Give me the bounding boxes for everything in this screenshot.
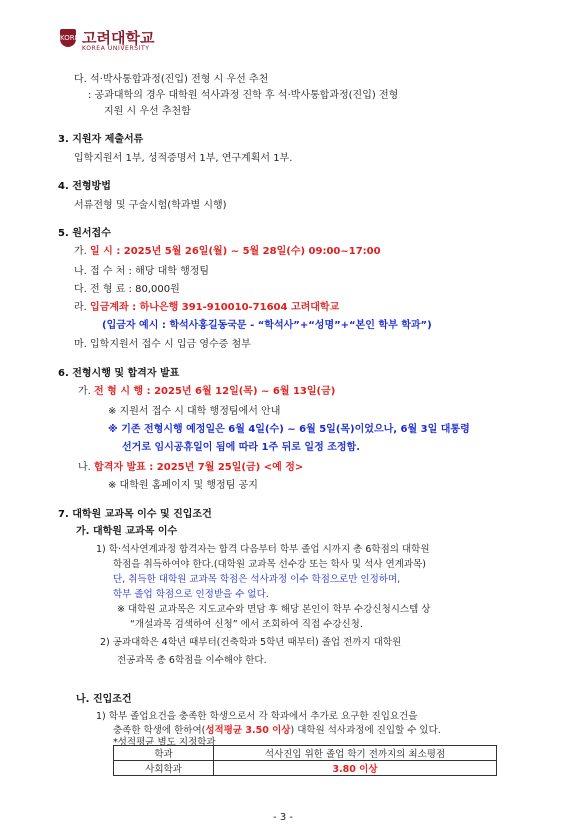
section-6-note4: ※ 대학원 홈페이지 및 행정팀 공지 bbox=[108, 480, 258, 491]
table-header-gpa: 석사진입 위한 졸업 학기 전까지의 최소평점 bbox=[214, 746, 497, 761]
section-5-place: 나. 접 수 처 : 해당 대학 행정팀 bbox=[74, 266, 210, 277]
section-5-heading: 5. 원서접수 bbox=[58, 228, 111, 239]
table-row bbox=[114, 761, 497, 776]
table-header-row bbox=[114, 746, 497, 761]
table-header-dept: 학과 bbox=[114, 746, 214, 761]
section-7a-line7: 2) 공과대학은 4학년 때부터(건축학과 5학년 때부터) 졸업 전까지 대학원 bbox=[100, 637, 402, 648]
section-5-receipt: 마. 입학지원서 접수 시 입금 영수증 첨부 bbox=[74, 339, 251, 350]
section-5-account: 라. 입금계좌 : 하나은행 391-910010-71604 고려대학교 bbox=[74, 302, 340, 313]
section-5-account-example: (입금자 예시 : 학석사홍길동국문 - “학석사”+“성명”+“본인 학부 학과”) bbox=[102, 320, 432, 331]
section-6-note1: ※ 지원서 접수 시 대학 행정팀에서 안내 bbox=[108, 406, 281, 417]
line-da-note2: 지원 시 우선 추천함 bbox=[104, 106, 191, 117]
logo-korean: 고려대학교 bbox=[82, 29, 155, 47]
section-7a-line6: “개설과목 검색하여 신청” 에서 조회하여 직접 수강신청. bbox=[130, 619, 363, 630]
section-6-announcement: 나. 합격자 발표 : 2025년 7월 25일(금) <예 정> bbox=[78, 462, 304, 473]
logo-english: KOREA UNIVERSITY bbox=[82, 45, 150, 52]
section-7a-line1: 1) 학·석사연계과정 합격자는 합격 다음부터 학부 졸업 시까지 총 6학점의 대학원 bbox=[96, 544, 430, 555]
line-da: 다. 석·박사통합과정(진입) 전형 시 우선 추천 bbox=[74, 74, 269, 85]
section-6-note3: 선거로 임시공휴일이 됨에 따라 1주 뒤로 일정 조정함. bbox=[122, 442, 360, 453]
section-7b-line3: *성적평균 별도 지정학과 bbox=[113, 737, 216, 748]
section-3-heading: 3. 지원자 제출서류 bbox=[58, 134, 144, 145]
section-6-exam-date: 가. 전 형 시 행 : 2025년 6월 12일(목) ~ 6월 13일(금) bbox=[78, 386, 336, 397]
section-4-heading: 4. 전형방법 bbox=[58, 181, 111, 192]
table-cell-dept: 사회학과 bbox=[114, 761, 214, 776]
section-7b-line1: 1) 학부 졸업요건을 충족한 학생으로서 각 학과에서 추가로 요구한 진입요건을 bbox=[96, 711, 418, 722]
section-7a-line2: 학점을 취득하여야 한다.(대학원 교과목 선수강 또는 학사 및 석사 연계과목) bbox=[113, 559, 426, 570]
section-6-note2: ※ 기존 전형시행 예정일은 6월 4일(수) ~ 6월 5일(목)이었으나, 6월 3일 대통령 bbox=[108, 424, 470, 435]
section-7a-line5: ※ 대학원 교과목은 지도교수와 면담 후 해당 본인이 학부 수강신청시스템 상 bbox=[117, 604, 431, 615]
section-5-fee: 다. 전 형 료 : 80,000원 bbox=[74, 284, 180, 295]
section-7b-heading: 나. 진입조건 bbox=[76, 694, 132, 705]
section-5-date: 가. 일 시 : 2025년 5월 26일(월) ~ 5월 28일(수) 09:00~17:00 bbox=[74, 246, 381, 257]
section-7b-line2: 충족한 학생에 한하여(성적평균 3.50 이상) 대학원 석사과정에 진입할 수 있다. bbox=[113, 725, 441, 736]
section-7-heading: 7. 대학원 교과목 이수 및 진입조건 bbox=[58, 509, 212, 520]
section-7a-line8: 전공과목 총 6학점을 이수해야 한다. bbox=[117, 655, 267, 666]
section-6-heading: 6. 전형시행 및 합격자 발표 bbox=[58, 368, 180, 379]
section-7a-line3: 단, 취득한 대학원 교과목 학점은 석사과정 이수 학점으로만 인정하며, bbox=[113, 574, 401, 585]
university-seal-icon: KOREA bbox=[60, 29, 76, 47]
criteria-table bbox=[113, 745, 497, 776]
section-3-body: 입학지원서 1부, 성적증명서 1부, 연구계획서 1부. bbox=[74, 153, 293, 164]
table-cell-gpa: 3.80 이상 bbox=[214, 761, 497, 776]
section-7a-heading: 가. 대학원 교과목 이수 bbox=[76, 526, 178, 537]
line-da-note: : 공과대학의 경우 대학원 석사과정 진학 후 석·박사통합과정(진입) 전형 bbox=[88, 90, 399, 101]
section-7a-line4: 학부 졸업 학점으로 인정받을 수 없다. bbox=[113, 589, 269, 600]
section-4-body: 서류전형 및 구술시험(학과별 시행) bbox=[74, 200, 227, 211]
page-number: - 3 - bbox=[273, 812, 293, 823]
